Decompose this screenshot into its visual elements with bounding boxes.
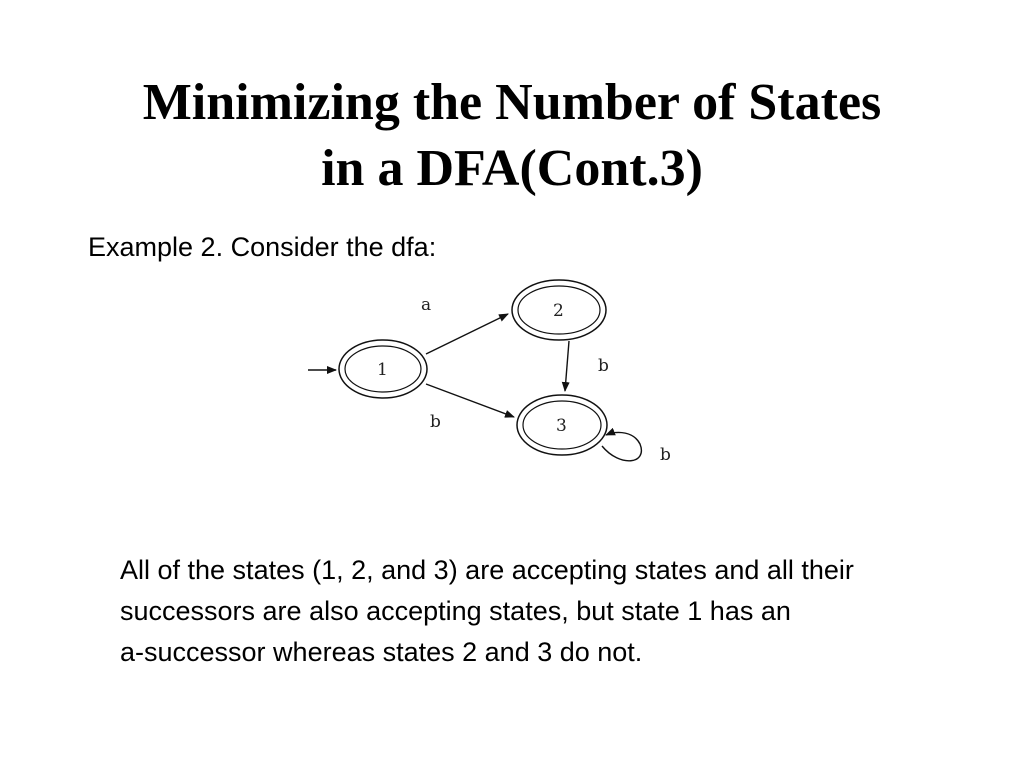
transition-3-self-loop [602, 432, 641, 460]
state-1-label: 1 [377, 360, 388, 380]
state-2-label: 2 [553, 301, 564, 321]
body-paragraph [120, 550, 1024, 673]
slide-title-line-1: Minimizing the Number of States [142, 74, 882, 131]
transition-1-to-2-label: a [421, 295, 432, 315]
slide-title [0, 70, 1024, 202]
slide-title-line-2: in a DFA(Cont.3) [321, 140, 703, 197]
body-line-2: successors are also accepting states, but state 1 has an [120, 596, 791, 626]
transition-2-to-3-label: b [598, 356, 609, 376]
dfa-diagram-svg [300, 278, 700, 478]
transition-1-to-2 [426, 314, 508, 354]
transition-1-to-3-label: b [430, 412, 441, 432]
example-intro: Example 2. Consider the dfa: [88, 232, 437, 262]
state-2 [512, 280, 606, 340]
state-3-label: 3 [556, 416, 567, 436]
transition-3-self-loop-label: b [660, 445, 671, 465]
state-1 [339, 340, 427, 398]
state-3 [517, 395, 607, 455]
body-line-1: All of the states (1, 2, and 3) are accepting states and all their [120, 555, 854, 585]
body-line-3: a-successor whereas states 2 and 3 do not. [120, 637, 643, 667]
transition-2-to-3 [565, 341, 569, 391]
dfa-diagram [300, 278, 700, 478]
